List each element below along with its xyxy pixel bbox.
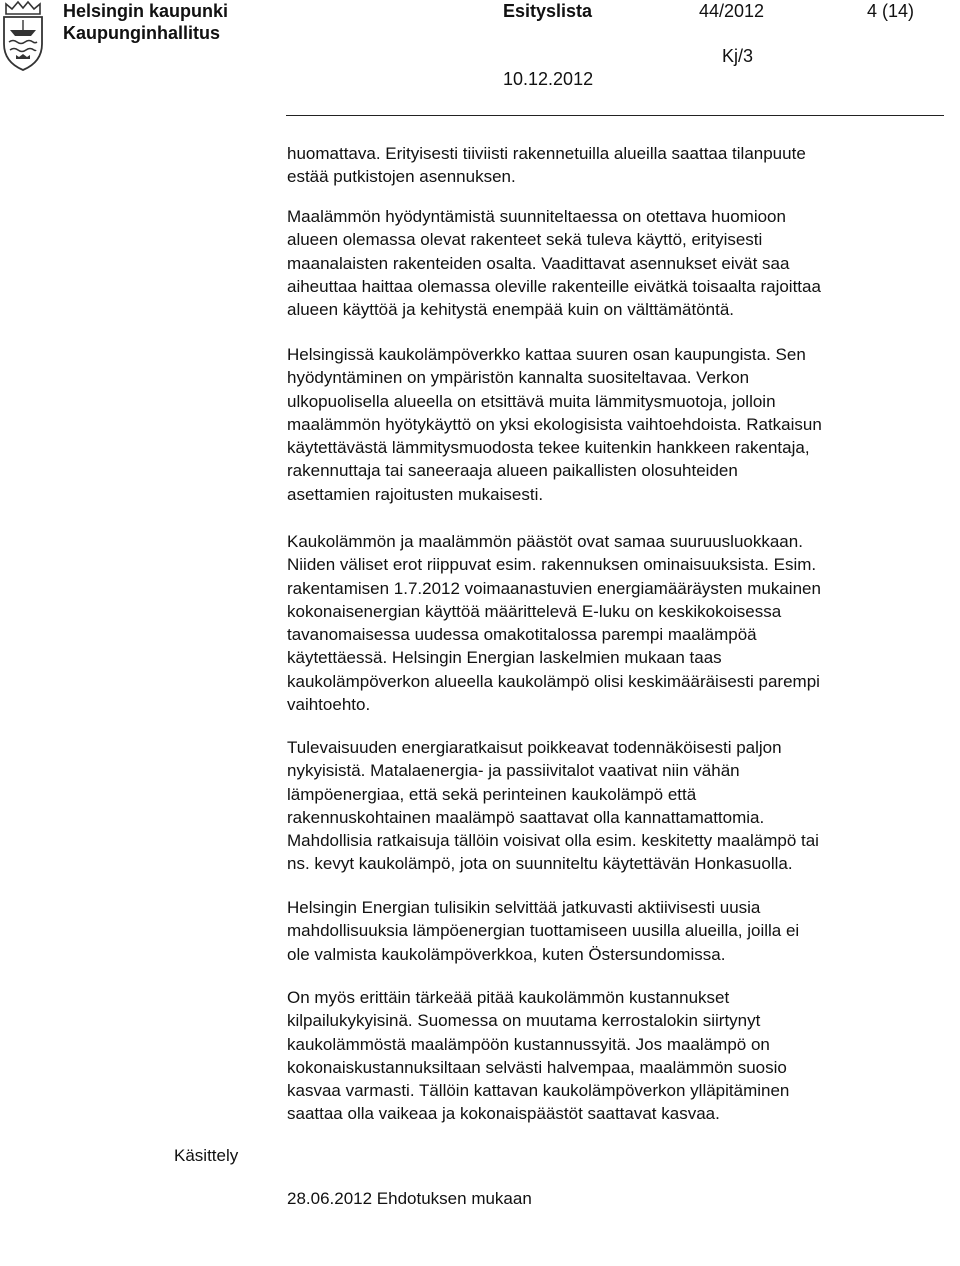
paragraph-1: huomattava. Erityisesti tiiviisti rakennetuilla alueilla saattaa tilanpuute estää putkistojen asennuksen. xyxy=(287,144,806,187)
page-number: 4 (14) xyxy=(867,1,915,21)
paragraph-2: Maalämmön hyödyntämistä suunniteltaessa on otettava huomioon alueen olemassa olevat rakenteet sekä tuleva käyttö, erityisesti maanalaisten rakenteiden osalta. Vaadittavat asennukset eivät saa aiheuttaa haittaa olemassa oleville rakenteille eivätkä toisaalta rajoittaa alueen käyttöä ja kehitystä enempää kuin on välttämätöntä. xyxy=(287,207,821,320)
paragraph-3: Helsingissä kaukolämpöverkko kattaa suuren osan kaupungista. Sen hyödyntäminen on ympäristön kannalta suositeltavaa. Verkon ulkopuolisella alueella on etsittävä muita lämmitysmuotoja, jolloin maalämmön hyötykäyttö on yksi ekologisista vaihtoehdoista. Ratkaisun käytettävästä lämmitysmuodosta tekee kuitenkin hankkeen rakentaja, rakennuttaja tai saneeraaja alueen paikallisten olosuhteiden asettamien rajoitusten mukaisesti. xyxy=(287,345,822,504)
paragraph-7: On myös erittäin tärkeää pitää kaukolämmön kustannukset kilpailukykyisinä. Suomessa on muutama kerrostalokin siirtynyt kaukolämmöstä maalämpöön kustannussyitä. Jos maalämpö on kokonaiskustannuksiltaan selvästi halvempaa, maalämmön suosio kasvaa varmasti. Tällöin kattavan kaukolämpöverkon ylläpitäminen saattaa olla vaikeaa ja kokonaispäästöt saattavat kasvaa. xyxy=(287,988,790,1124)
processing-label: Käsittely xyxy=(174,1146,239,1165)
paragraph-5: Tulevaisuuden energiaratkaisut poikkeavat todennäköisesti paljon nykyisistä. Matalaenergia- ja passiivitalot vaativat niin vähän lämpöenergiaa, että sekä perinteinen kaukolämpö että rakennuskohtainen maalämpö saattavat olla kannattamattomia. Mahdollisia ratkaisuja tällöin voisivat olla esim. keskitetty maalämpö tai ns. kevyt kaukolämpö, jota on suunniteltu käytettävän Honkasuolla. xyxy=(287,738,819,874)
decision-entry: 28.06.2012 Ehdotuksen mukaan xyxy=(287,1189,532,1208)
meeting-date: 10.12.2012 xyxy=(503,69,594,89)
helsinki-coat-of-arms-logo xyxy=(0,0,46,72)
paragraph-6: Helsingin Energian tulisikin selvittää jatkuvasti aktiivisesti uusia mahdollisuuksia lämpöenergian tuottamiseen uusilla alueilla, joilla ei ole valmista kaukolämpöverkkoa, kuten Östersundomissa. xyxy=(287,898,800,964)
board-name: Kaupunginhallitus xyxy=(63,23,220,43)
document-number: 44/2012 xyxy=(699,1,765,21)
section-code: Kj/3 xyxy=(722,46,754,66)
agenda-title: Esityslista xyxy=(503,1,593,21)
header-divider xyxy=(286,115,944,116)
paragraph-4: Kaukolämmön ja maalämmön päästöt ovat samaa suuruusluokkaan. Niiden väliset erot riippuvat esim. rakennuksen ominaisuuksista. Esim. rakentamisen 1.7.2012 voimaanastuvien energiamääräysten mukainen kokonaisenergian käyttöä määrittelevä E-luku on keskikokoisessa tavanomaisessa uudessa omakotitalossa parempi maalämpöä käytettäessä. Helsingin Energian laskelmien mukaan taas kaukolämpöverkon alueella kaukolämpö olisi keskimääräisesti parempi vaihtoehto. xyxy=(287,532,821,715)
city-name: Helsingin kaupunki xyxy=(63,1,229,21)
